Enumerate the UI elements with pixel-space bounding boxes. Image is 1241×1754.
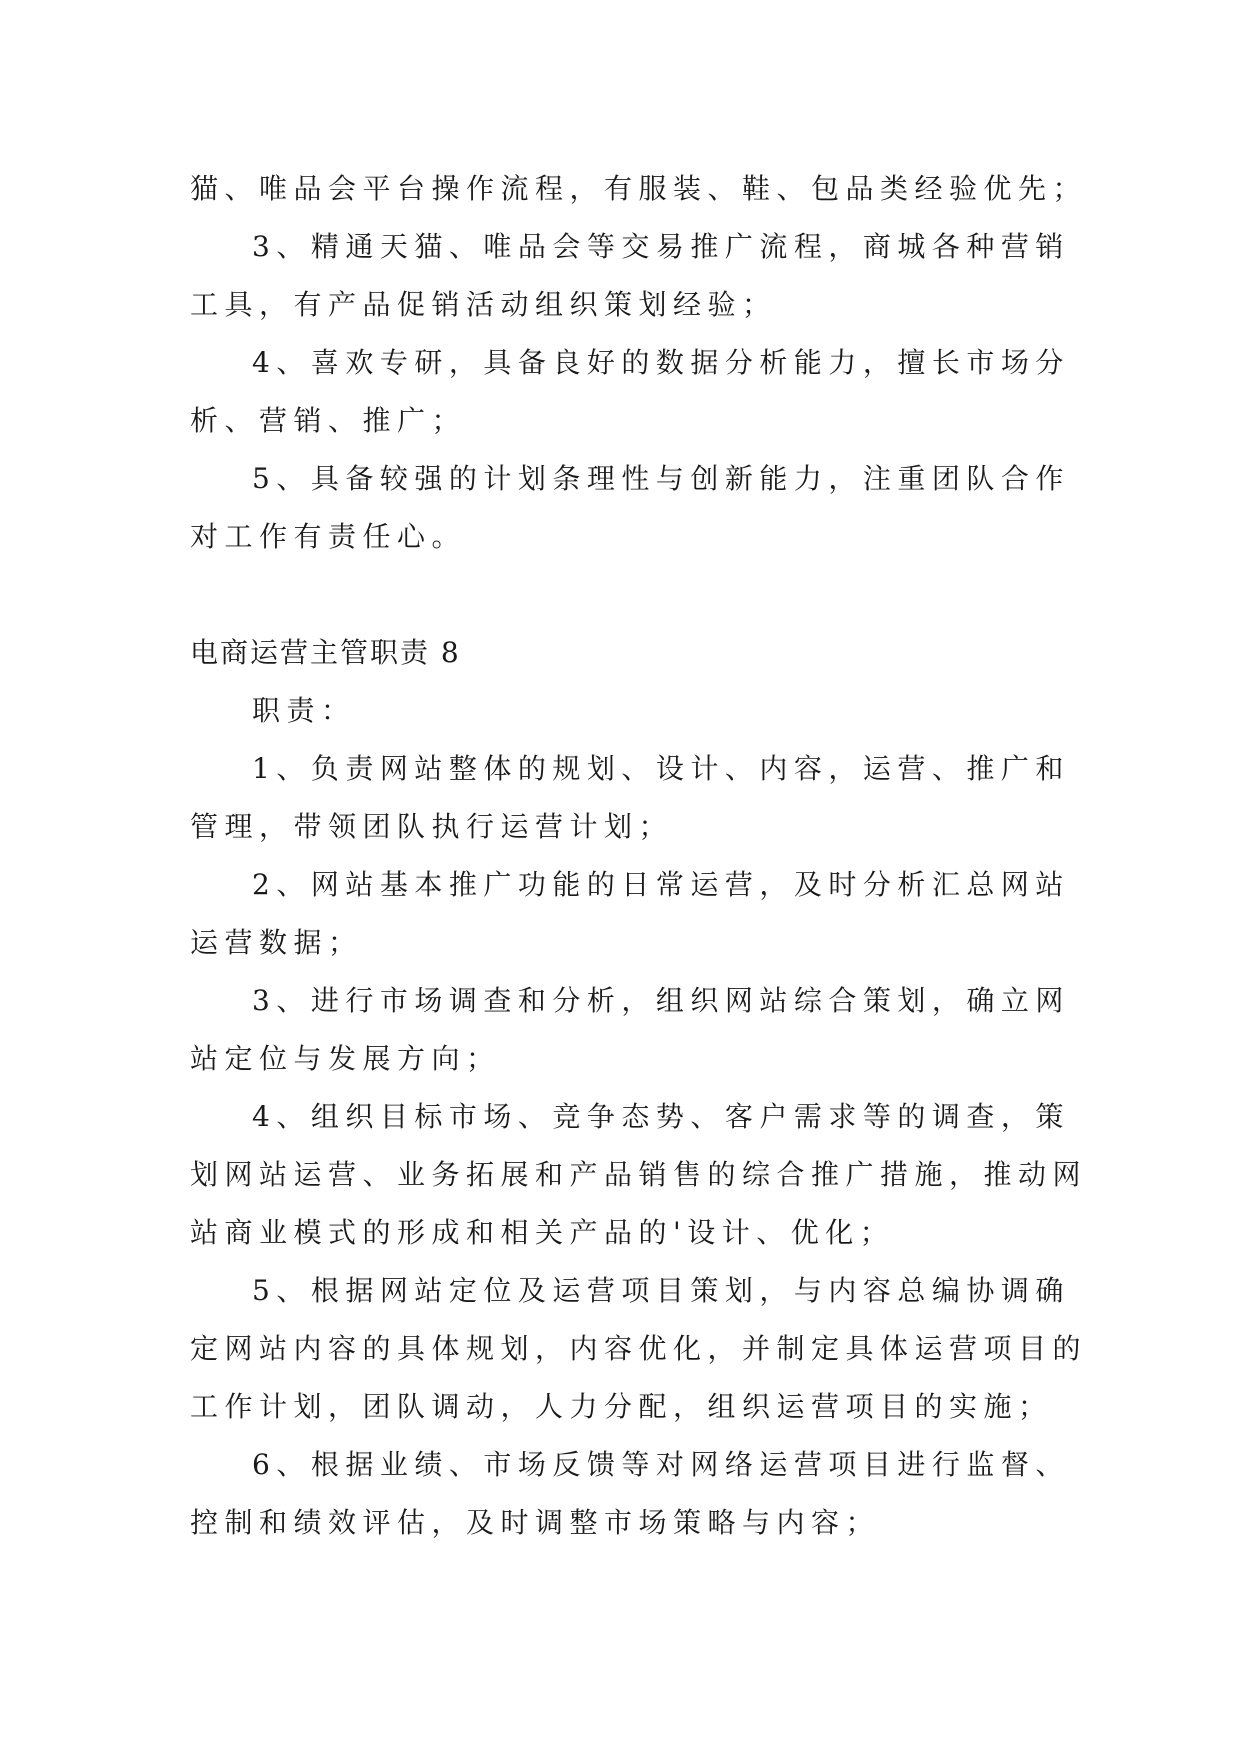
text-line: 站定位与发展方向； bbox=[190, 1042, 501, 1075]
text-line: 工具，有产品促销活动组织策划经验； bbox=[190, 288, 777, 321]
text-line: 划网站运营、业务拓展和产品销售的综合推广措施，推动网 bbox=[190, 1158, 1088, 1191]
text-line: 定网站内容的具体规划，内容优化，并制定具体运营项目的 bbox=[190, 1332, 1088, 1365]
text-line: 站商业模式的形成和相关产品的'设计、优化； bbox=[190, 1216, 895, 1249]
text-line: 管理，带领团队执行运营计划； bbox=[190, 810, 674, 843]
text-line: 控制和绩效评估，及时调整市场策略与内容； bbox=[190, 1506, 881, 1539]
text-block-1 bbox=[190, 160, 1088, 566]
text-line: 猫、唯品会平台操作流程，有服装、鞋、包品类经验优先； bbox=[190, 172, 1088, 205]
paragraph-gap bbox=[190, 566, 1050, 624]
text-line: 5、具备较强的计划条理性与创新能力，注重团队合作 bbox=[252, 462, 1070, 495]
text-line: 4、喜欢专研，具备良好的数据分析能力，擅长市场分 bbox=[252, 346, 1070, 379]
section-title: 电商运营主管职责 8 bbox=[190, 636, 461, 669]
text-line: 运营数据； bbox=[190, 926, 363, 959]
text-line: 6、根据业绩、市场反馈等对网络运营项目进行监督、 bbox=[252, 1448, 1070, 1481]
text-line: 2、网站基本推广功能的日常运营，及时分析汇总网站 bbox=[252, 868, 1070, 901]
text-line: 3、精通天猫、唯品会等交易推广流程，商城各种营销 bbox=[252, 230, 1070, 263]
text-line: 5、根据网站定位及运营项目策划，与内容总编协调确 bbox=[252, 1274, 1070, 1307]
text-line: 对工作有责任心。 bbox=[190, 520, 467, 553]
text-block-2 bbox=[190, 682, 1088, 1552]
text-line: 3、进行市场调查和分析，组织网站综合策划，确立网 bbox=[252, 984, 1070, 1017]
text-line: 职责： bbox=[252, 694, 356, 727]
text-line: 析、营销、推广； bbox=[190, 404, 467, 437]
text-line: 4、组织目标市场、竞争态势、客户需求等的调查，策 bbox=[252, 1100, 1070, 1133]
text-line: 工作计划，团队调动，人力分配，组织运营项目的实施； bbox=[190, 1390, 1053, 1423]
document-body bbox=[190, 160, 1088, 1552]
text-line: 1、负责网站整体的规划、设计、内容，运营、推广和 bbox=[252, 752, 1070, 785]
